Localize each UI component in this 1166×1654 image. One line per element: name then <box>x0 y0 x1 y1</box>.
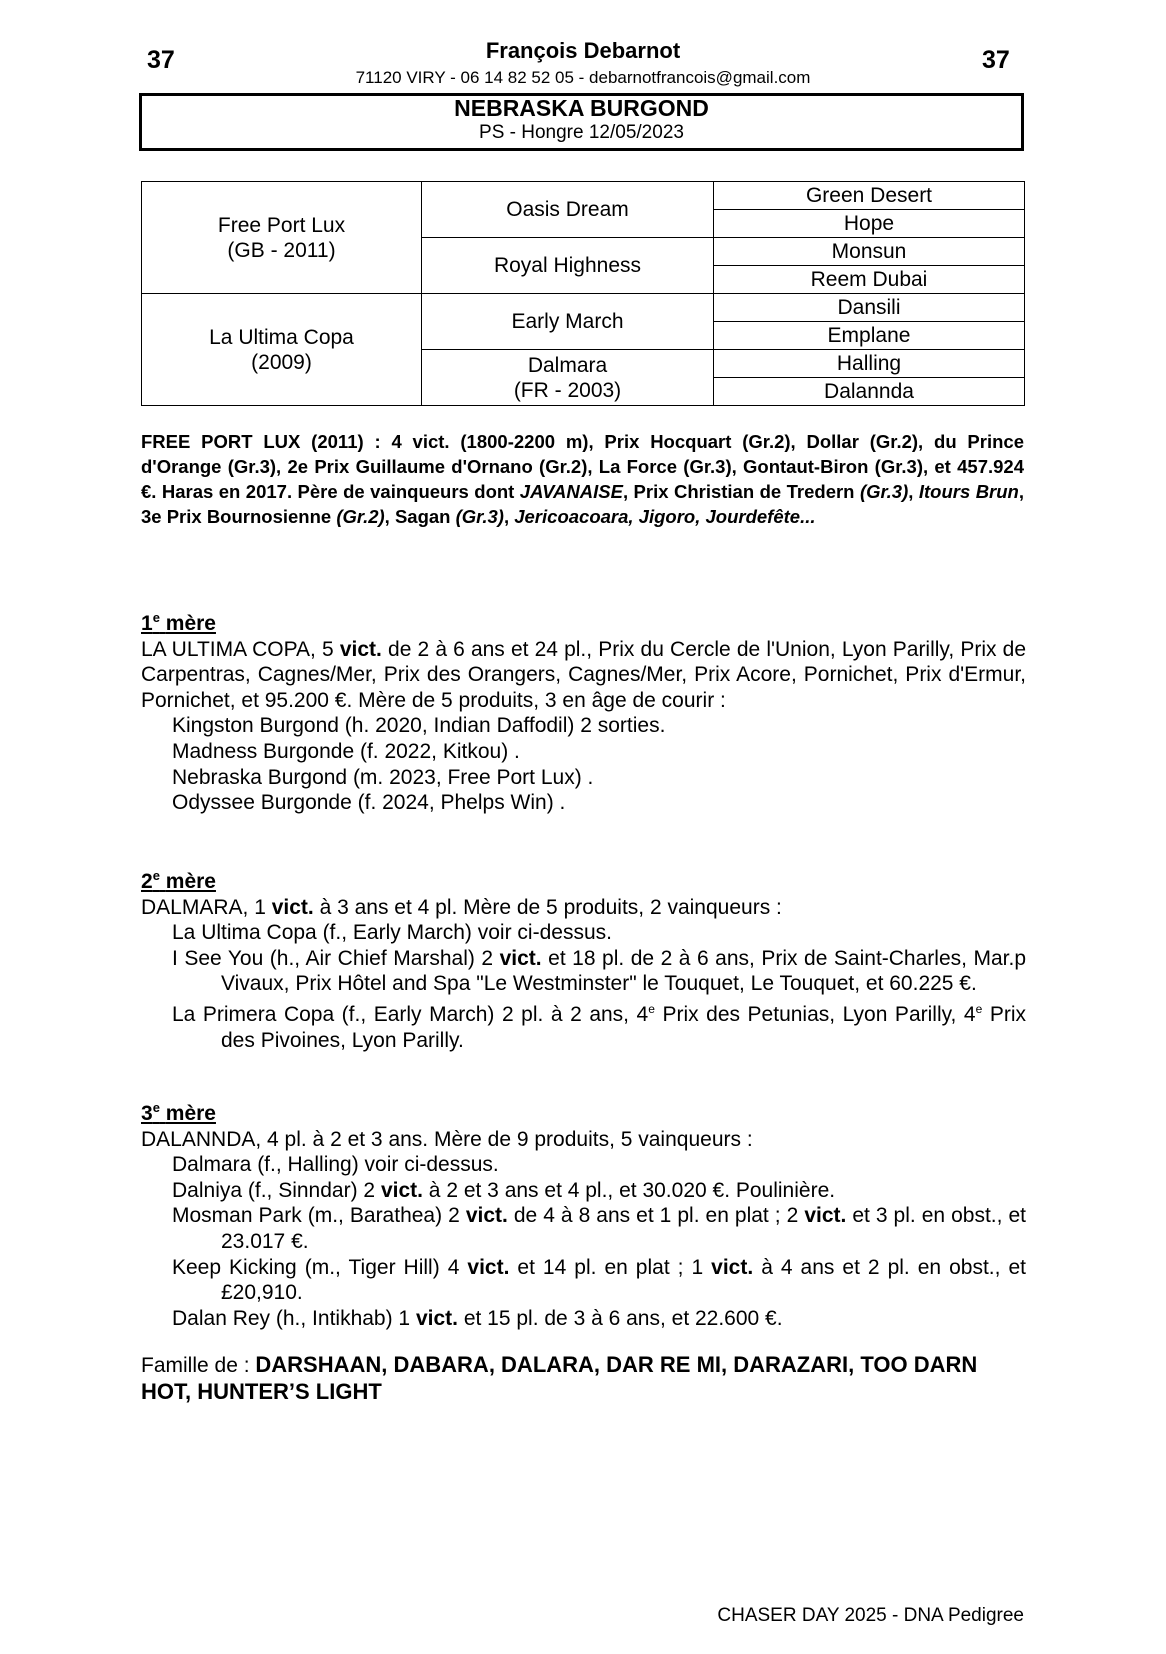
text: Mosman Park (m., Barathea) 2 <box>172 1204 466 1228</box>
owner-contact: 71120 VIRY - 06 14 82 52 05 - debarnotfrancois@gmail.com <box>355 68 811 87</box>
sire-text-italic: JAVANAISE <box>519 481 623 502</box>
produce-item <box>141 1203 1026 1254</box>
gen3-cell: Dalannda <box>714 378 1025 406</box>
dam-name: La Ultima Copa <box>209 325 354 349</box>
sup: e <box>648 1001 655 1016</box>
heading-sup: e <box>152 610 160 625</box>
sire-detail: (GB - 2011) <box>227 238 336 262</box>
text: et 3 pl. en obst., et 23.017 €. <box>221 1204 1026 1253</box>
heading-sup: e <box>152 1100 160 1115</box>
third-dam-section <box>141 1095 1026 1331</box>
vict-label: vict. <box>271 895 314 919</box>
sire-text-italic: (Gr.3) <box>455 506 504 527</box>
heading-num: 1 <box>141 612 153 635</box>
family-names: DARSHAAN, DABARA, DALARA, DAR RE MI, DARAZARI, TOO DARN HOT, HUNTER’S LIGHT <box>141 1352 978 1404</box>
sire-text-italic: (Gr.3) <box>859 481 909 502</box>
gen3-cell: Emplane <box>714 322 1025 350</box>
produce-item: Nebraska Burgond (m. 2023, Free Port Lux) . <box>172 765 594 789</box>
heading-num: 3 <box>141 1102 153 1125</box>
section-heading <box>141 863 1026 895</box>
dam-dam-detail: (FR - 2003) <box>513 378 622 402</box>
produce-item <box>141 997 1026 1053</box>
sire-cell <box>142 182 422 294</box>
produce-item <box>141 946 1026 997</box>
sire-text-italic: (Gr.2) <box>336 506 385 527</box>
sire-text: , 3e Prix Bournosienne <box>141 481 1024 527</box>
sire-text: , Sagan <box>384 506 456 527</box>
produce-item <box>141 1306 1026 1332</box>
gen3-cell: Reem Dubai <box>714 266 1025 294</box>
lot-number-left: 37 <box>147 46 175 74</box>
sire-sire-cell: Oasis Dream <box>422 182 714 238</box>
text: et 18 pl. de 2 à 6 ans, Prix de Saint-Charles, Mar.p Vivaux, Prix Hôtel and Spa "Le Westminster" le Touquet, Le Touquet, et 60.225 €. <box>221 946 1026 996</box>
vict-label: vict. <box>339 637 382 661</box>
page-footer: CHASER DAY 2025 - DNA Pedigree <box>717 1605 1024 1626</box>
dam-dam-name: Dalmara <box>527 353 608 377</box>
vict-label: vict. <box>467 1255 510 1279</box>
sire-text-italic: Itours Brun <box>918 481 1019 502</box>
horse-info: PS - Hongre 12/05/2023 <box>479 122 684 143</box>
text: Keep Kicking (m., Tiger Hill) 4 <box>172 1255 468 1279</box>
produce-item <box>141 1178 1026 1204</box>
sire-text: FREE PORT LUX (2011) : 4 vict. (1800-2200 m), Prix Hocquart (Gr.2), Dollar (Gr.2), du Prince d'Orange (Gr.3), 2e Prix Guillaume d'Ornano (Gr.2), La Force (Gr.3), Gontaut-Biron (Gr.3), et 457.924 €. Haras en 2017. Père de vainqueurs dont <box>141 431 1024 502</box>
text: LA ULTIMA COPA, 5 <box>141 637 340 661</box>
gen3-cell: Halling <box>714 350 1025 378</box>
section-heading <box>141 605 1026 637</box>
horse-title-box <box>139 93 1024 151</box>
family-line <box>141 1352 1026 1406</box>
sire-text: , Prix Christian de Tredern <box>622 481 860 502</box>
text: et 15 pl. de 3 à 6 ans, et 22.600 €. <box>457 1306 783 1330</box>
pedigree-table <box>141 181 1025 406</box>
text: Prix des Petunias, Lyon Parilly, 4 <box>654 1002 976 1026</box>
second-dam-section <box>141 863 1026 1053</box>
family-label: Famille de : <box>141 1354 256 1377</box>
dam-cell <box>142 294 422 406</box>
lot-number-right: 37 <box>982 46 1010 74</box>
sire-dam-cell: Royal Highness <box>422 238 714 294</box>
second-dam-paragraph <box>141 895 1026 921</box>
vict-label: vict. <box>380 1178 423 1202</box>
owner-name: François Debarnot <box>485 38 681 63</box>
produce-item: Odyssee Burgonde (f. 2024, Phelps Win) . <box>172 791 566 815</box>
produce-item: Madness Burgonde (f. 2022, Kitkou) . <box>172 739 520 763</box>
dam-detail: (2009) <box>251 350 312 374</box>
text: et 14 pl. en plat ; 1 <box>509 1255 712 1279</box>
heading-sup: e <box>152 868 160 883</box>
sire-text-italic: Jericoacoara, Jigoro, Jourdefête... <box>514 506 816 527</box>
heading-word: mère <box>165 612 216 635</box>
text: I See You (h., Air Chief Marshal) 2 <box>172 946 500 970</box>
sire-text: , <box>908 481 919 502</box>
text: à 4 ans et 2 pl. en obst., et £20,910. <box>221 1255 1026 1305</box>
sup: e <box>975 1001 983 1016</box>
first-dam-section <box>141 605 1026 816</box>
dam-sire-cell: Early March <box>422 294 714 350</box>
produce-item: Dalmara (f., Halling) voir ci-dessus. <box>172 1153 499 1177</box>
section-heading <box>141 1095 1026 1127</box>
heading-num: 2 <box>141 870 153 893</box>
horse-name: NEBRASKA BURGOND <box>454 95 709 121</box>
gen3-cell: Green Desert <box>714 182 1025 210</box>
vict-label: vict. <box>804 1204 847 1228</box>
vict-label: vict. <box>415 1306 458 1330</box>
first-dam-paragraph <box>141 637 1026 714</box>
text: Dalniya (f., Sinndar) 2 <box>172 1178 381 1202</box>
text: La Primera Copa (f., Early March) 2 pl. à 2 ans, 4 <box>172 1002 649 1026</box>
text: de 2 à 6 ans et 24 pl., Prix du Cercle de l'Union, Lyon Parilly, Prix de Carpentras, Cagnes/Mer, Prix des Orangers, Cagnes/Mer, Prix Acore, Pornichet, Prix d'Ermur, Pornichet, et 95.200 €. Mère de 5 produits, 3 en âge de courir : <box>141 637 1027 712</box>
text: à 3 ans et 4 pl. Mère de 5 produits, 2 vainqueurs : <box>313 895 782 919</box>
text: Dalan Rey (h., Intikhab) 1 <box>172 1306 416 1330</box>
sire-paragraph <box>141 429 1024 529</box>
gen3-cell: Hope <box>714 210 1025 238</box>
vict-label: vict. <box>465 1204 508 1228</box>
vict-label: vict. <box>499 946 542 970</box>
produce-item <box>141 1255 1026 1306</box>
gen3-cell: Monsun <box>714 238 1025 266</box>
dam-dam-cell <box>422 350 714 406</box>
produce-item: Kingston Burgond (h. 2020, Indian Daffodil) 2 sorties. <box>172 714 666 738</box>
gen3-cell: Dansili <box>714 294 1025 322</box>
text: de 4 à 8 ans et 1 pl. en plat ; 2 <box>507 1204 805 1228</box>
sire-text: , <box>503 506 515 527</box>
text: à 2 et 3 ans et 4 pl., et 30.020 €. Poulinière. <box>422 1178 836 1202</box>
heading-word: mère <box>165 870 216 893</box>
text: DALMARA, 1 <box>141 895 272 919</box>
vict-label: vict. <box>711 1255 754 1279</box>
heading-word: mère <box>165 1102 216 1125</box>
text: Prix des Pivoines, Lyon Parilly. <box>221 1002 1026 1052</box>
produce-item: La Ultima Copa (f., Early March) voir ci-dessus. <box>172 921 612 945</box>
third-dam-paragraph: DALANNDA, 4 pl. à 2 et 3 ans. Mère de 9 produits, 5 vainqueurs : <box>141 1127 753 1151</box>
sire-name: Free Port Lux <box>217 213 346 237</box>
